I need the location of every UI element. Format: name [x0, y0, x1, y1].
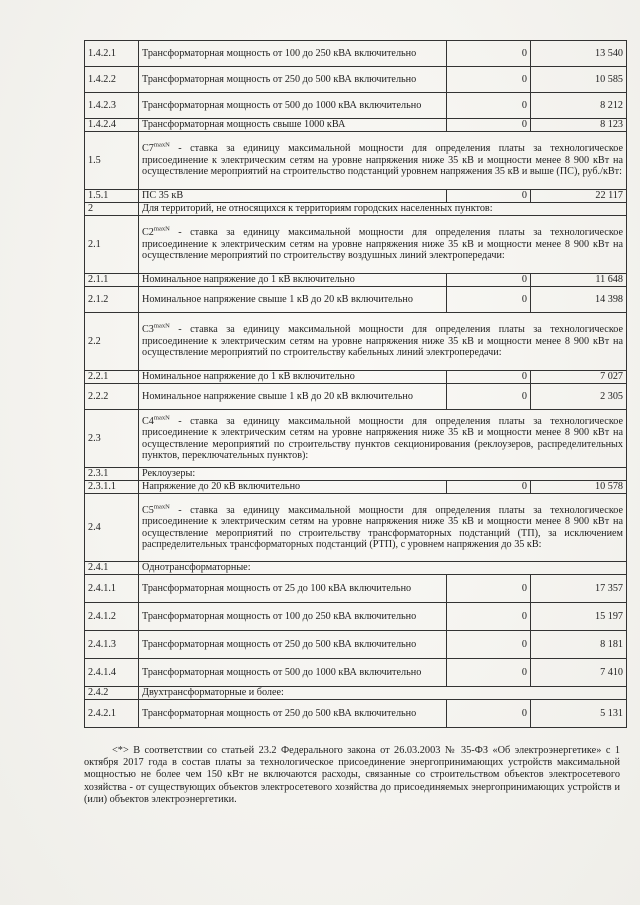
row-description: Трансформаторная мощность от 500 до 1000 кВА включительно — [139, 93, 447, 119]
row-description: Двухтрансформаторные и более: — [139, 687, 627, 700]
row-number: 2.4.1.2 — [85, 603, 139, 631]
row-zero-value: 0 — [447, 119, 531, 132]
table-row — [85, 410, 627, 468]
table-row — [85, 41, 627, 67]
row-number: 2.1.2 — [85, 287, 139, 313]
row-zero-value: 0 — [447, 93, 531, 119]
row-number: 2.4.1.4 — [85, 659, 139, 687]
row-number: 1.5.1 — [85, 190, 139, 203]
table-row — [85, 216, 627, 274]
table-row — [85, 603, 627, 631]
row-number: 2.2.1 — [85, 371, 139, 384]
row-rate-value: 8 123 — [531, 119, 627, 132]
row-number: 2.2 — [85, 313, 139, 371]
row-description: Напряжение до 20 кВ включительно — [139, 481, 447, 494]
row-description: Трансформаторная мощность от 250 до 500 кВА включительно — [139, 700, 447, 728]
row-zero-value: 0 — [447, 575, 531, 603]
row-description: $C7^{maxN}$ - ставка за единицу максимальной мощности для определения платы за технологическое присоединение к электрическим сетям на уровне напряжения ниже 35 кВ и мощности менее 8 900 кВт на осуществление мероприятий на строительство подстанций уровнем напряжения 35 кВ и выше (ПС), руб./кВт: — [139, 132, 627, 190]
row-rate-value: 10 578 — [531, 481, 627, 494]
table-row — [85, 468, 627, 481]
table-row — [85, 93, 627, 119]
row-zero-value: 0 — [447, 287, 531, 313]
row-rate-value: 11 648 — [531, 274, 627, 287]
row-description: Трансформаторная мощность от 250 до 500 кВА включительно — [139, 631, 447, 659]
table-row — [85, 575, 627, 603]
row-rate-value: 2 305 — [531, 384, 627, 410]
table-row — [85, 631, 627, 659]
row-zero-value: 0 — [447, 481, 531, 494]
row-number: 1.4.2.4 — [85, 119, 139, 132]
table-row — [85, 481, 627, 494]
row-number: 2 — [85, 203, 139, 216]
row-zero-value: 0 — [447, 190, 531, 203]
row-zero-value: 0 — [447, 384, 531, 410]
row-zero-value: 0 — [447, 67, 531, 93]
row-number: 1.4.2.3 — [85, 93, 139, 119]
row-rate-value: 22 117 — [531, 190, 627, 203]
row-number: 2.4 — [85, 494, 139, 562]
row-description: Однотрансформаторные: — [139, 562, 627, 575]
table-row — [85, 371, 627, 384]
row-rate-value: 15 197 — [531, 603, 627, 631]
row-description: $C3^{maxN}$ - ставка за единицу максимальной мощности для определения платы за технологическое присоединение к электрическим сетям на уровне напряжения ниже 35 кВ и мощности менее 8 900 кВт на осуществление мероприятий по строительству кабельных линий электропередачи: — [139, 313, 627, 371]
table-row — [85, 132, 627, 190]
row-number: 1.4.2.1 — [85, 41, 139, 67]
table-row — [85, 659, 627, 687]
row-number: 1.5 — [85, 132, 139, 190]
row-number: 2.4.1.1 — [85, 575, 139, 603]
table-row — [85, 67, 627, 93]
row-description: Номинальное напряжение свыше 1 кВ до 20 кВ включительно — [139, 384, 447, 410]
row-rate-value: 17 357 — [531, 575, 627, 603]
row-rate-value: 7 410 — [531, 659, 627, 687]
row-number: 2.4.2 — [85, 687, 139, 700]
table-row — [85, 203, 627, 216]
row-description: Номинальное напряжение до 1 кВ включительно — [139, 274, 447, 287]
row-description: ПС 35 кВ — [139, 190, 447, 203]
row-rate-value: 7 027 — [531, 371, 627, 384]
row-zero-value: 0 — [447, 659, 531, 687]
row-number: 2.3.1 — [85, 468, 139, 481]
row-number: 2.1 — [85, 216, 139, 274]
row-zero-value: 0 — [447, 631, 531, 659]
row-description: Трансформаторная мощность от 100 до 250 кВА включительно — [139, 41, 447, 67]
table-row — [85, 274, 627, 287]
row-rate-value: 10 585 — [531, 67, 627, 93]
row-description: $C2^{maxN}$ - ставка за единицу максимальной мощности для определения платы за технологическое присоединение к электрическим сетям на уровне напряжения ниже 35 кВ и мощности менее 8 900 кВт на осуществление мероприятий по строительству воздушных линий электропередачи: — [139, 216, 627, 274]
row-description: Реклоузеры: — [139, 468, 627, 481]
row-description: Трансформаторная мощность от 25 до 100 кВА включительно — [139, 575, 447, 603]
row-rate-value: 13 540 — [531, 41, 627, 67]
row-description: Номинальное напряжение до 1 кВ включительно — [139, 371, 447, 384]
row-description: $C4^{maxN}$ - ставка за единицу максимальной мощности для определения платы за технологическое присоединение к электрическим сетям на уровне напряжения ниже 35 кВ и мощности менее 8 900 кВт на осуществление мероприятий по строительству пунктов секционирования (реклоузеров, распределительных пунктов, переключательных пунктов): — [139, 410, 627, 468]
row-description: Трансформаторная мощность от 500 до 1000 кВА включительно — [139, 659, 447, 687]
row-rate-value: 8 212 — [531, 93, 627, 119]
row-number: 2.4.2.1 — [85, 700, 139, 728]
row-number: 2.3 — [85, 410, 139, 468]
table-row — [85, 190, 627, 203]
table-row — [85, 687, 627, 700]
row-number: 2.3.1.1 — [85, 481, 139, 494]
row-description: Трансформаторная мощность от 250 до 500 кВА включительно — [139, 67, 447, 93]
row-zero-value: 0 — [447, 700, 531, 728]
table-row — [85, 287, 627, 313]
tariff-table — [84, 40, 627, 728]
row-number: 2.2.2 — [85, 384, 139, 410]
row-description: Трансформаторная мощность от 100 до 250 кВА включительно — [139, 603, 447, 631]
row-zero-value: 0 — [447, 41, 531, 67]
row-description: Номинальное напряжение свыше 1 кВ до 20 кВ включительно — [139, 287, 447, 313]
table-row — [85, 119, 627, 132]
row-rate-value: 8 181 — [531, 631, 627, 659]
footnote: <*> В соответствии со статьей 23.2 Федерального закона от 26.03.2003 № 35-ФЗ «Об электроэнергетике» с 1 октября 2017 года в состав платы за технологическое присоединение энергопринимающих устройств максимальной мощностью не более чем 150 кВт не включаются расходы, связанные со строительством объектов электросетевого хозяйства - от существующих объектов электросетевого хозяйства до присоединяемых энергопринимающих устройств и (или) объектов электроэнергетики. — [84, 745, 620, 805]
row-number: 2.4.1 — [85, 562, 139, 575]
row-number: 2.4.1.3 — [85, 631, 139, 659]
table-row — [85, 562, 627, 575]
row-number: 2.1.1 — [85, 274, 139, 287]
table-row — [85, 494, 627, 562]
row-number: 1.4.2.2 — [85, 67, 139, 93]
row-rate-value: 14 398 — [531, 287, 627, 313]
row-description: Для территорий, не относящихся к территориям городских населенных пунктов: — [139, 203, 627, 216]
row-zero-value: 0 — [447, 274, 531, 287]
table-row — [85, 384, 627, 410]
table-row — [85, 700, 627, 728]
table-row — [85, 313, 627, 371]
row-rate-value: 5 131 — [531, 700, 627, 728]
row-zero-value: 0 — [447, 371, 531, 384]
row-zero-value: 0 — [447, 603, 531, 631]
row-description: $C5^{maxN}$ - ставка за единицу максимальной мощности для определения платы за технологическое присоединение к электрическим сетям на уровне напряжения ниже 35 кВ и мощности менее 8 900 кВт на осуществление мероприятий по строительству трансформаторных подстанций (ТП), за исключением распределительных трансформаторных подстанций (РТП), с уровнем напряжения до 35 кВ: — [139, 494, 627, 562]
row-description: Трансформаторная мощность свыше 1000 кВА — [139, 119, 447, 132]
tariff-table-body — [85, 41, 627, 728]
